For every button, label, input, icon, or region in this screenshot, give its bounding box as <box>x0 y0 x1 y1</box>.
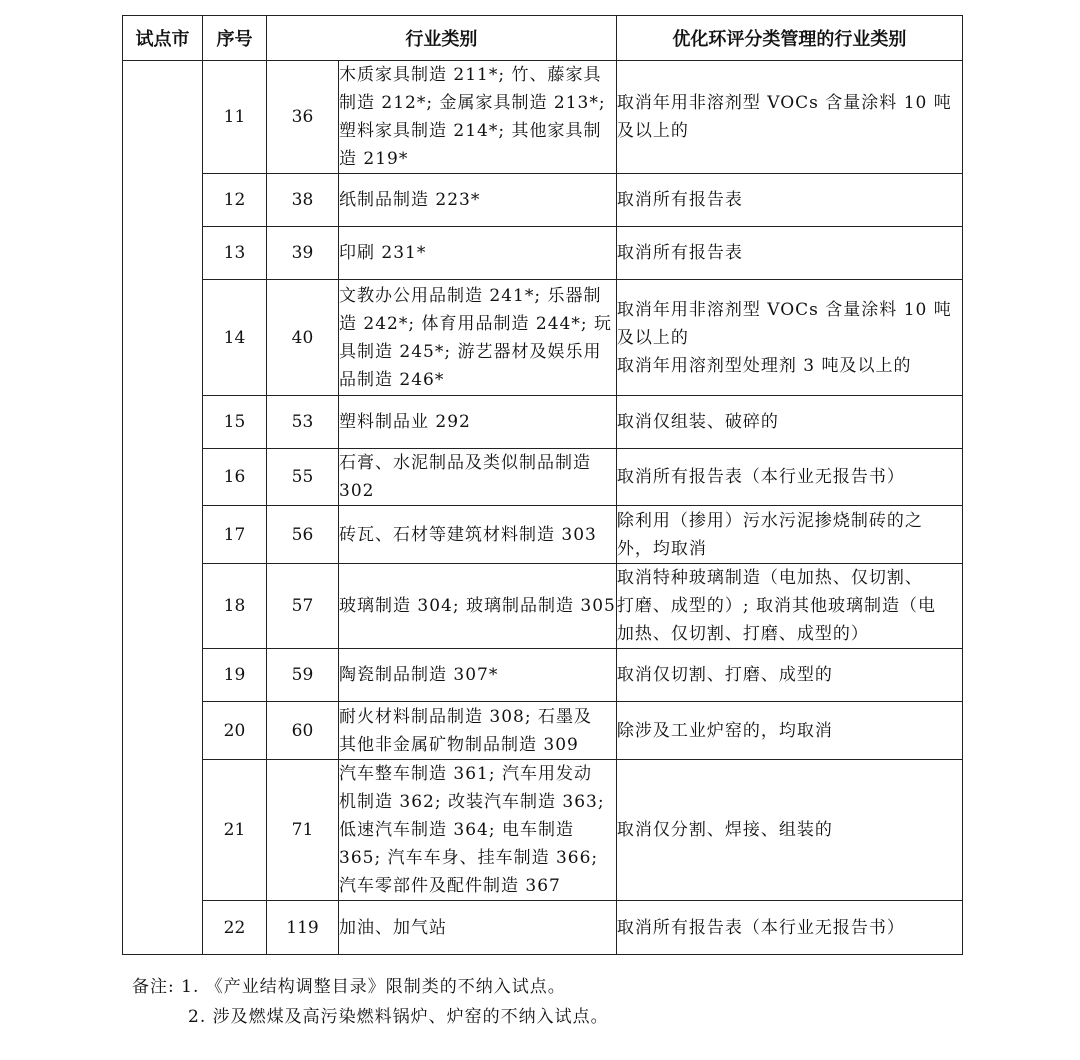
optimized-line: 除利用（掺用）污水污泥掺烧制砖的之 <box>616 510 923 531</box>
industry-line: 耐火材料制品制造 308; 石墨及 <box>339 706 592 727</box>
industry-cell <box>339 506 617 564</box>
optimized-line: 取消仅分割、焊接、组装的 <box>616 820 833 840</box>
row-code: 40 <box>267 280 339 396</box>
table-row <box>123 227 963 280</box>
optimized-cell <box>616 227 962 280</box>
industry-cell <box>339 901 617 955</box>
header-industry: 行业类别 <box>267 16 617 61</box>
industry-line: 陶瓷制品制造 307* <box>339 665 499 685</box>
industry-line: 木质家具制造 211*; 竹、藤家具 <box>339 65 602 85</box>
row-code: 53 <box>267 396 339 449</box>
industry-cell <box>339 174 617 227</box>
row-code: 38 <box>267 174 339 227</box>
row-number: 13 <box>203 227 267 280</box>
optimized-cell <box>616 61 962 174</box>
table-row <box>123 174 963 227</box>
industry-cell <box>339 702 617 760</box>
industry-line: 365; 汽车车身、挂车制造 366; <box>339 848 599 868</box>
row-code: 59 <box>267 649 339 702</box>
row-code: 55 <box>267 449 339 506</box>
optimized-cell <box>616 396 962 449</box>
row-number: 14 <box>203 280 267 396</box>
table-row <box>123 396 963 449</box>
optimized-line: 取消年用非溶剂型 VOCs 含量涂料 10 吨 <box>616 299 952 320</box>
optimized-line: 取消所有报告表 <box>616 190 743 210</box>
optimized-cell <box>616 174 962 227</box>
row-number: 18 <box>203 564 267 649</box>
row-code: 60 <box>267 702 339 760</box>
industry-line: 302 <box>339 481 375 501</box>
industry-cell <box>339 227 617 280</box>
optimized-cell <box>616 449 962 506</box>
row-code: 71 <box>267 760 339 901</box>
optimized-line: 取消所有报告表（本行业无报告书） <box>616 467 905 487</box>
row-code: 56 <box>267 506 339 564</box>
note-1: 备注: 1. 《产业结构调整目录》限制类的不纳入试点。 <box>132 977 566 997</box>
row-number: 21 <box>203 760 267 901</box>
optimized-line: 外，均取消 <box>616 538 707 559</box>
table-row <box>123 449 963 506</box>
industry-line: 机制造 362; 改装汽车制造 363; <box>339 792 605 812</box>
optimized-line: 取消年用溶剂型处理剂 3 吨及以上的 <box>616 355 912 376</box>
industry-table <box>122 15 963 955</box>
optimized-cell <box>616 760 962 901</box>
industry-line: 汽车整车制造 361; 汽车用发动 <box>339 764 592 784</box>
city-cell <box>123 61 203 955</box>
optimized-line: 打磨、成型的）; 取消其他玻璃制造（电 <box>616 596 936 616</box>
table-row <box>123 280 963 396</box>
row-code: 39 <box>267 227 339 280</box>
optimized-line: 及以上的 <box>616 121 689 141</box>
industry-cell <box>339 564 617 649</box>
table-row <box>123 564 963 649</box>
note-2: 2. 涉及燃煤及高污染燃料锅炉、炉窑的不纳入试点。 <box>188 1007 609 1027</box>
industry-cell <box>339 760 617 901</box>
row-code: 36 <box>267 61 339 174</box>
industry-cell <box>339 449 617 506</box>
industry-line: 其他非金属矿物制品制造 309 <box>339 734 579 755</box>
table-row <box>123 901 963 955</box>
industry-line: 具制造 245*; 游艺器材及娱乐用 <box>339 341 602 362</box>
industry-cell <box>339 61 617 174</box>
industry-line: 加油、加气站 <box>339 917 447 938</box>
industry-line: 文教办公用品制造 241*; 乐器制 <box>339 285 602 306</box>
industry-cell <box>339 396 617 449</box>
industry-cell <box>339 649 617 702</box>
optimized-line: 取消特种玻璃制造（电加热、仅切割、 <box>616 568 923 588</box>
row-number: 19 <box>203 649 267 702</box>
optimized-cell <box>616 649 962 702</box>
industry-line: 品制造 246* <box>339 369 445 390</box>
header-row <box>123 16 963 61</box>
industry-line: 砖瓦、石材等建筑材料制造 303 <box>339 524 597 545</box>
industry-line: 纸制品制造 223* <box>339 190 481 210</box>
industry-cell <box>339 280 617 396</box>
row-number: 16 <box>203 449 267 506</box>
optimized-line: 除涉及工业炉窑的，均取消 <box>616 720 833 741</box>
optimized-cell <box>616 564 962 649</box>
industry-line: 造 242*; 体育用品制造 244*; 玩 <box>339 313 612 334</box>
table-row <box>123 61 963 174</box>
row-number: 11 <box>203 61 267 174</box>
industry-line: 石膏、水泥制品及类似制品制造 <box>339 453 591 473</box>
industry-line: 塑料制品业 292 <box>339 412 471 432</box>
industry-line: 造 219* <box>339 149 409 169</box>
industry-line: 印刷 231* <box>339 243 427 263</box>
industry-line: 玻璃制造 304; 玻璃制品制造 305 <box>339 596 616 616</box>
optimized-line: 取消仅切割、打磨、成型的 <box>616 665 833 685</box>
optimized-cell <box>616 702 962 760</box>
optimized-line: 取消所有报告表 <box>616 243 743 263</box>
row-number: 20 <box>203 702 267 760</box>
row-number: 17 <box>203 506 267 564</box>
optimized-cell <box>616 280 962 396</box>
table-row <box>123 760 963 901</box>
row-number: 15 <box>203 396 267 449</box>
notes <box>132 972 609 1032</box>
table-row <box>123 702 963 760</box>
optimized-cell <box>616 506 962 564</box>
optimized-line: 加热、仅切割、打磨、成型的） <box>616 624 869 644</box>
optimized-line: 及以上的 <box>616 327 689 348</box>
optimized-cell <box>616 901 962 955</box>
row-code: 119 <box>267 901 339 955</box>
optimized-line: 取消年用非溶剂型 VOCs 含量涂料 10 吨 <box>616 93 952 113</box>
header-no: 序号 <box>203 16 267 61</box>
optimized-line: 取消仅组装、破碎的 <box>616 412 779 432</box>
header-city: 试点市 <box>123 16 203 61</box>
industry-line: 制造 212*; 金属家具制造 213*; <box>339 93 606 113</box>
table-row <box>123 506 963 564</box>
row-number: 12 <box>203 174 267 227</box>
table-row <box>123 649 963 702</box>
optimized-line: 取消所有报告表（本行业无报告书） <box>616 917 905 938</box>
industry-line: 塑料家具制造 214*; 其他家具制 <box>339 121 602 141</box>
industry-line: 汽车零部件及配件制造 367 <box>339 876 561 896</box>
industry-line: 低速汽车制造 364; 电车制造 <box>339 820 574 840</box>
row-number: 22 <box>203 901 267 955</box>
row-code: 57 <box>267 564 339 649</box>
header-optimized: 优化环评分类管理的行业类别 <box>616 16 962 61</box>
